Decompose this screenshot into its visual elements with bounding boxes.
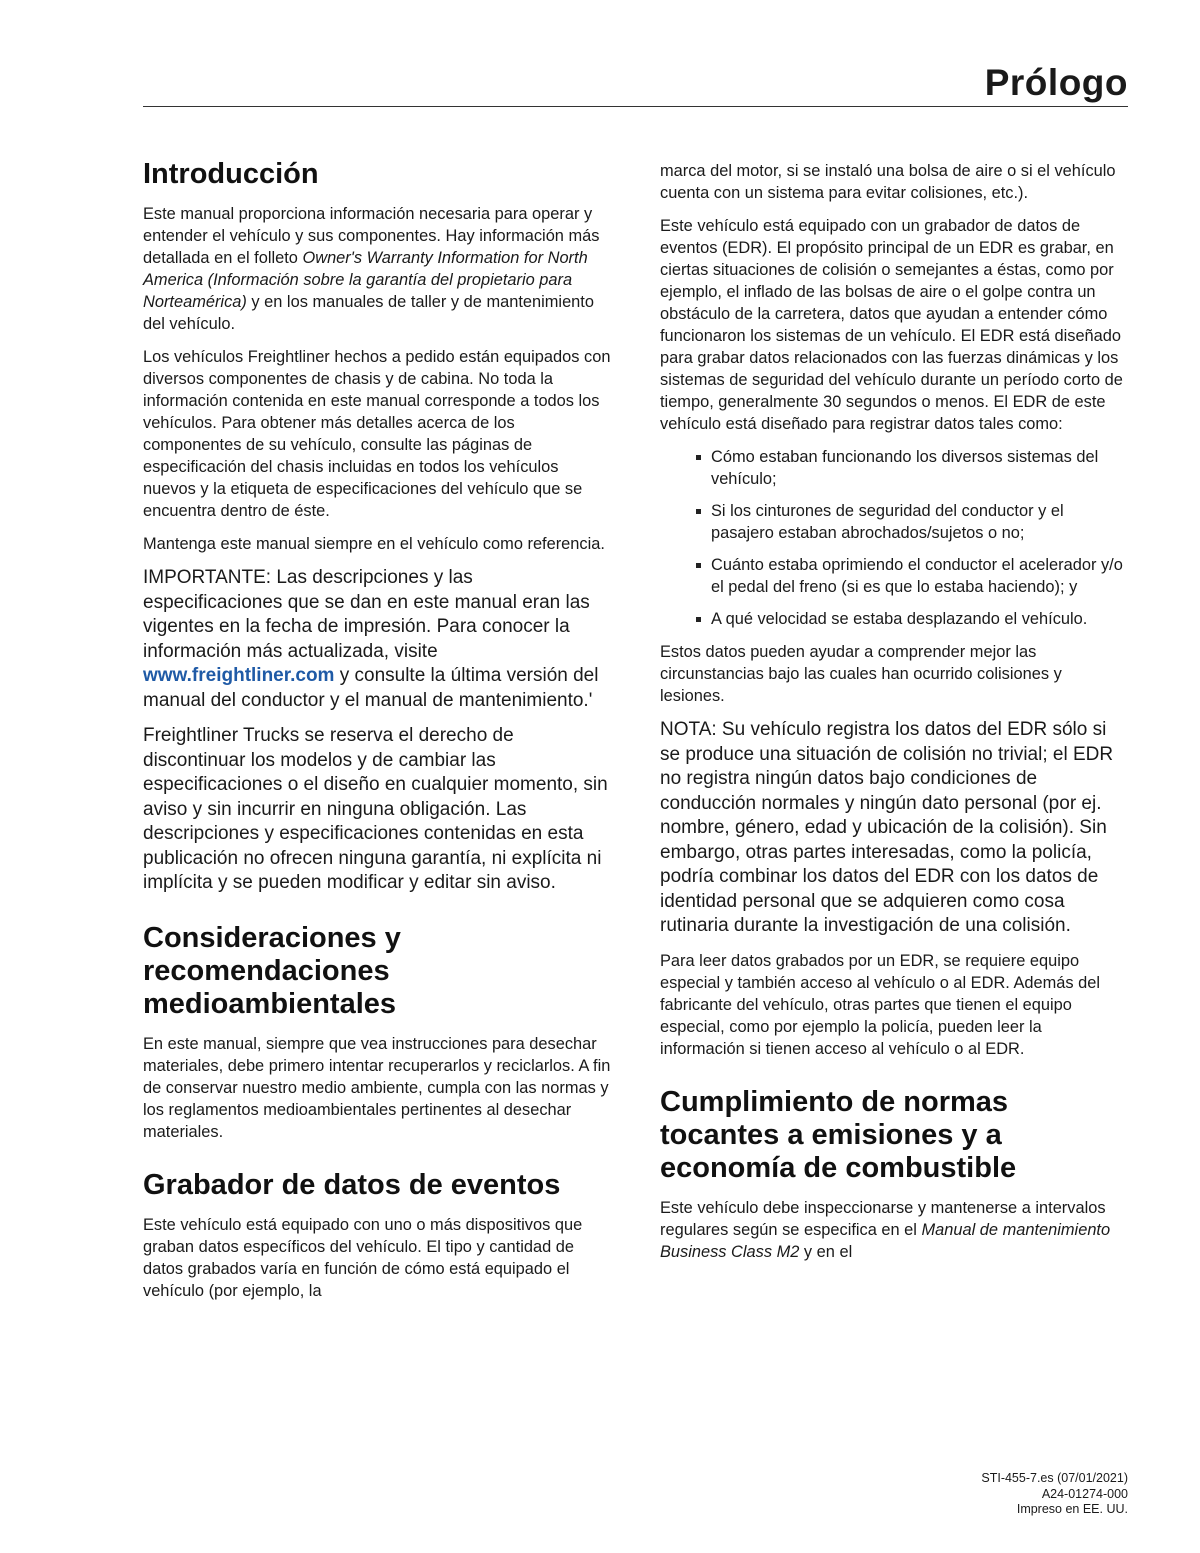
emissions-paragraph: Este vehículo debe inspeccionarse y mantenerse a intervalos regulares según se especifica en el Manual de mantenimiento Business Class M2 y en el	[660, 1198, 1111, 1261]
edr-paragraph-1: Este vehículo está equipado con uno o más dispositivos que graban datos específicos del vehículo. El tipo y cantidad de datos grabados varía en función de cómo está equipado el vehículo (por ejemplo, la	[143, 1215, 583, 1300]
intro-paragraph-3: Mantenga este manual siempre en el vehículo como referencia.	[143, 535, 605, 553]
edr-paragraph-3: Estos datos pueden ayudar a comprender mejor las circunstancias bajo las cuales han ocurrido colisiones y lesiones.	[660, 643, 1062, 705]
part-number: A24-01274-000	[1041, 1486, 1128, 1501]
heading-grabador: Grabador de datos de eventos	[143, 1168, 561, 1201]
list-item: Si los cinturones de seguridad del conductor y el pasajero estaban abrochados/sujetos o no;	[660, 500, 1130, 544]
right-column	[660, 160, 1130, 1274]
list-item: A qué velocidad se estaba desplazando el vehículo.	[660, 608, 1130, 630]
heading-introduccion: Introducción	[143, 158, 319, 190]
maintenance-manual-title: Manual de mantenimiento Business Class M2	[660, 1220, 1111, 1261]
page-title: Prólogo	[984, 62, 1128, 103]
document-footer	[981, 1471, 1128, 1518]
edr-paragraph-continued: marca del motor, si se instaló una bolsa de aire o si el vehículo cuenta con un sistema para evitar colisiones, etc.).	[660, 162, 1116, 202]
warranty-booklet-title: Owner's Warranty Information for North America (Información sobre la garantía del propietario para Norteamérica)	[143, 249, 588, 311]
intro-paragraph-2: Los vehículos Freightliner hechos a pedido están equipados con diversos componentes de chasis y de cabina. No toda la información contenida en este manual corresponde a todos los vehículos. Para obtener más detalles acerca de los componentes de su vehículo, consulte las páginas de especificación del chasis incluidas en todos los vehículos nuevos y la etiqueta de especificaciones del vehículo que se encuentra dentro de éste.	[143, 348, 611, 520]
header-divider	[143, 106, 1128, 107]
note-paragraph: NOTA: Su vehículo registra los datos del EDR sólo si se produce una situación de colisión no trivial; el EDR no registra ningún datos bajo condiciones de conducción normales y ningún dato personal (por ej. nombre, género, edad y ubicación de la colisión). Sin embargo, otras partes interesadas, como la policía, podría combinar los datos del EDR con los datos de identidad personal que se adquieren como cosa rutinaria durante la investigación de una colisión.	[660, 719, 1114, 936]
edr-paragraph-2: Este vehículo está equipado con un grabador de datos de eventos (EDR). El propósito principal de un EDR es grabar, en ciertas situaciones de colisión o semejantes a éstas, como por ejemplo, el inflado de las bolsas de aire o el golpe contra un obstáculo de la carretera, datos que ayudan a entender cómo funcionaron los sistemas de un vehículo. El EDR está diseñado para grabar datos relacionados con las fuerzas dinámicas y los sistemas de seguridad del vehículo durante un período corto de tiempo, generalmente 30 segundos o menos. El EDR de este vehículo está diseñado para registrar datos tales como:	[660, 217, 1123, 433]
intro-paragraph-1: Este manual proporciona información necesaria para operar y entender el vehículo y sus componentes. Hay información más detallada en el folleto Owner's Warranty Information for North America (Información sobre la garantía del propietario para Norteamérica) y en los manuales de taller y de mantenimiento del vehículo.	[143, 205, 600, 333]
important-notice: IMPORTANTE: Las descripciones y las especificaciones que se dan en este manual eran las vigentes en la fecha de impresión. Para conocer la información más actualizada, visite www.freightliner.com y consulte la última versión del manual del conductor y el manual de mantenimiento.'	[143, 567, 599, 711]
edr-paragraph-4: Para leer datos grabados por un EDR, se requiere equipo especial y también acceso al vehículo o al EDR. Además del fabricante del vehículo, otras partes que tienen el equipo especial, como por ejemplo la policía, pueden leer la información si tienen acceso al vehículo o al EDR.	[660, 951, 1101, 1058]
document-number: STI-455-7.es (07/01/2021)	[981, 1471, 1128, 1485]
heading-cumplimiento: Cumplimiento de normas tocantes a emisiones y a economía de combustible	[660, 1085, 1017, 1184]
freightliner-website-link[interactable]: www.freightliner.com	[143, 665, 335, 686]
printed-in: Impreso en EE. UU.	[1016, 1502, 1128, 1516]
edr-data-list	[660, 446, 1130, 630]
list-item: Cuánto estaba oprimiendo el conductor el acelerador y/o el pedal del freno (si es que lo estaba haciendo); y	[660, 554, 1130, 598]
rights-reserved-paragraph: Freightliner Trucks se reserva el derecho de discontinuar los modelos y de cambiar las especificaciones o el diseño en cualquier momento, sin aviso y sin incurrir en ninguna obligación. Las descripciones y especificaciones contenidas en esta publicación no ofrecen ninguna garantía, ni explícita ni implícita y se pueden modificar y editar sin aviso.	[143, 725, 608, 893]
heading-consideraciones: Consideraciones y recomendaciones medioambientales	[143, 921, 401, 1020]
left-column	[143, 158, 611, 1313]
environment-paragraph: En este manual, siempre que vea instrucciones para desechar materiales, debe primero intentar recuperarlos y reciclarlos. A fin de conservar nuestro medio ambiente, cumpla con las normas y los reglamentos medioambientales pertinentes al desechar materiales.	[143, 1034, 611, 1141]
list-item: Cómo estaban funcionando los diversos sistemas del vehículo;	[660, 446, 1130, 490]
